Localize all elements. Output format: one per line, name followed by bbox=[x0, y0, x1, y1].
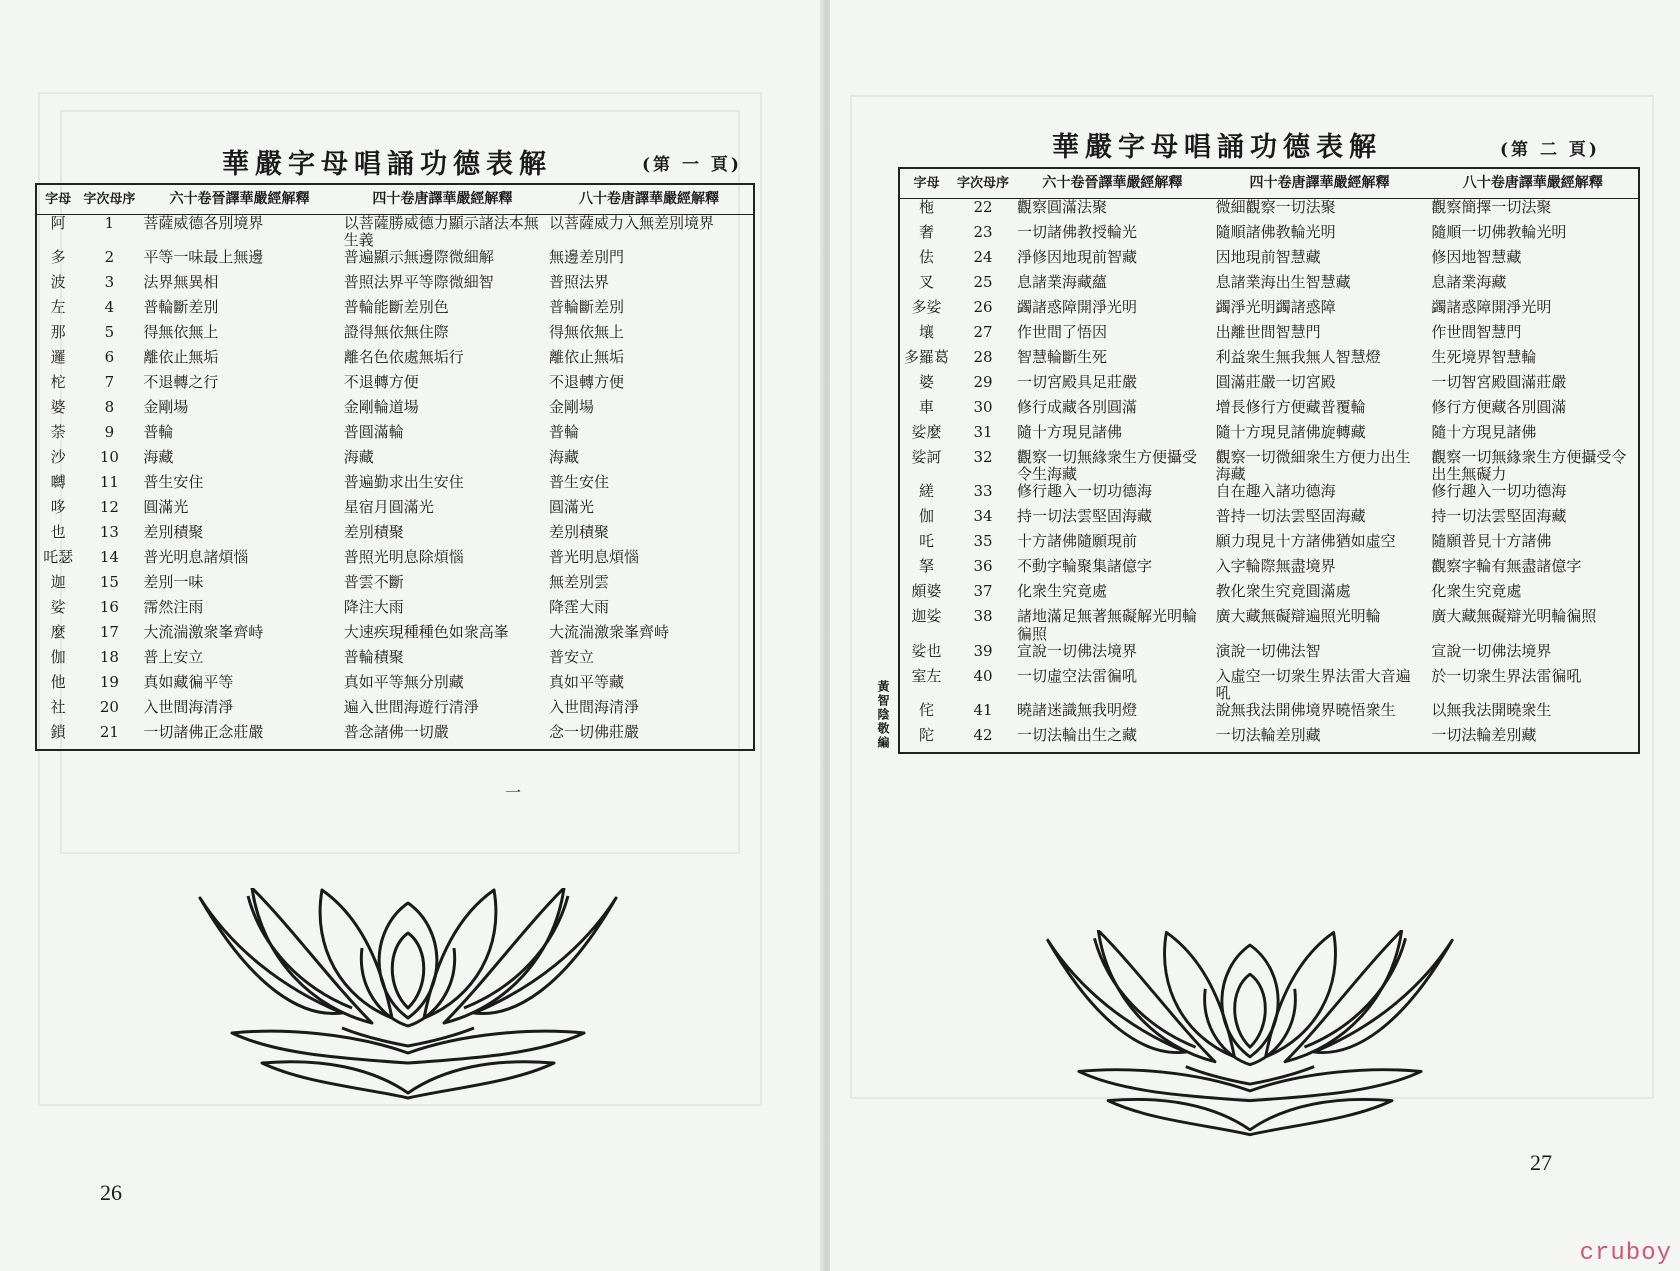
lotus-illustration bbox=[1040, 930, 1460, 1140]
header-col60: 六十卷晉譯華嚴經解釋 bbox=[139, 184, 339, 214]
cell-zimu: 鎖 bbox=[50, 724, 66, 742]
cell-col80: 普輪斷差別 bbox=[549, 299, 625, 317]
cell-col40: 微細觀察一切法聚 bbox=[1215, 198, 1336, 216]
cell-col60: 真如藏徧平等 bbox=[143, 674, 234, 692]
left-page bbox=[0, 0, 826, 1271]
header-col60: 六十卷晉譯華嚴經解釋 bbox=[1013, 168, 1212, 198]
cell-col60: 金剛場 bbox=[143, 399, 189, 417]
cell-col80: 廣大藏無礙辯光明輪徧照 bbox=[1431, 608, 1597, 626]
cell-col40: 不退轉方便 bbox=[343, 374, 419, 392]
cell-col40: 普雲不斷 bbox=[343, 574, 404, 592]
table-end-mark: 一 bbox=[505, 783, 522, 802]
cell-col80: 離依止無垢 bbox=[549, 349, 625, 367]
cell-order: 39 bbox=[973, 642, 993, 660]
cell-col80: 修行方便藏各別圓滿 bbox=[1431, 398, 1567, 416]
cell-col80: 入世間海清淨 bbox=[549, 699, 640, 717]
table-row bbox=[36, 524, 754, 549]
cell-col80: 觀察字輪有無盡諸億字 bbox=[1431, 558, 1582, 576]
cell-order: 31 bbox=[973, 423, 993, 441]
cell-col80: 海藏 bbox=[549, 449, 580, 467]
table-row bbox=[36, 349, 754, 374]
cell-order: 32 bbox=[973, 448, 993, 466]
cell-zimu: 也 bbox=[50, 524, 66, 542]
cell-col60: 霈然注雨 bbox=[143, 599, 204, 617]
cell-zimu: 奢 bbox=[919, 223, 935, 241]
cell-zimu: 陀 bbox=[919, 727, 935, 745]
cell-col60: 不退轉之行 bbox=[143, 374, 219, 392]
cell-order: 25 bbox=[973, 273, 993, 291]
cell-col80: 隨順一切佛教輪光明 bbox=[1431, 223, 1567, 241]
cell-order: 22 bbox=[973, 198, 993, 216]
table-header-row bbox=[899, 168, 1639, 198]
cell-zimu: 吒瑟 bbox=[43, 549, 74, 567]
table-row bbox=[36, 624, 754, 649]
table-row bbox=[36, 499, 754, 524]
cell-col40: 圓滿莊嚴一切宮殿 bbox=[1215, 373, 1336, 391]
cell-col60: 息諸業海藏蘊 bbox=[1017, 273, 1108, 291]
cell-col60: 一切虛空法雷徧吼 bbox=[1017, 667, 1138, 685]
cell-zimu: 叉 bbox=[919, 273, 935, 291]
cell-zimu: 娑也 bbox=[911, 642, 942, 660]
cell-zimu: 娑 bbox=[50, 599, 66, 617]
header-zimu: 字母 bbox=[36, 184, 79, 214]
cell-col40: 普念諸佛一切嚴 bbox=[343, 724, 449, 742]
compiler-credit: 黃智陰敬編 bbox=[876, 680, 890, 750]
cell-order: 8 bbox=[104, 399, 115, 417]
cell-col60: 普上安立 bbox=[143, 649, 204, 667]
cell-order: 41 bbox=[973, 702, 993, 720]
cell-col60: 一切諸佛正念莊嚴 bbox=[143, 724, 264, 742]
cell-col60: 修行趣入一切功德海 bbox=[1017, 483, 1153, 501]
cell-zimu: 邏 bbox=[50, 349, 66, 367]
cell-col60: 普輪斷差別 bbox=[143, 299, 219, 317]
cell-col40: 說無我法開佛境界曉悟衆生 bbox=[1215, 702, 1396, 720]
cell-col40: 普遍顯示無邊際微細解 bbox=[343, 249, 494, 267]
cell-zimu: 婆 bbox=[919, 373, 935, 391]
cell-zimu: 哆 bbox=[50, 499, 66, 517]
cell-zimu: 娑訶 bbox=[911, 448, 942, 466]
table-row bbox=[899, 399, 1639, 424]
table-row bbox=[899, 449, 1639, 484]
cell-order: 5 bbox=[104, 324, 115, 342]
cell-col40: 自在趣入諸功德海 bbox=[1215, 483, 1336, 501]
cell-col80: 修行趣入一切功德海 bbox=[1431, 483, 1567, 501]
cell-zimu: 壤 bbox=[919, 323, 935, 341]
cell-col40: 證得無依無住際 bbox=[343, 324, 449, 342]
cell-col80: 隨願普見十方諸佛 bbox=[1431, 533, 1552, 551]
cell-col40: 因地現前智慧藏 bbox=[1215, 248, 1321, 266]
cell-col40: 遍入世間海遊行清淨 bbox=[343, 699, 479, 717]
cell-col60: 諸地滿足無著無礙解光明輪徧照 bbox=[1017, 608, 1198, 643]
cell-zimu: 多 bbox=[50, 249, 66, 267]
cell-zimu: 荼 bbox=[50, 424, 66, 442]
cell-col80: 一切智宮殿圓滿莊嚴 bbox=[1431, 373, 1567, 391]
cell-col80: 得無依無上 bbox=[549, 324, 625, 342]
cell-col60: 海藏 bbox=[143, 449, 174, 467]
cell-order: 1 bbox=[104, 214, 115, 232]
header-col40: 四十卷唐譯華嚴經解釋 bbox=[1212, 168, 1428, 198]
cell-col60: 一切法輪出生之藏 bbox=[1017, 727, 1138, 745]
cell-zimu: 婆 bbox=[50, 399, 66, 417]
cell-zimu: 沙 bbox=[50, 449, 66, 467]
header-col40: 四十卷唐譯華嚴經解釋 bbox=[340, 184, 545, 214]
cell-col40: 隨順諸佛教輪光明 bbox=[1215, 223, 1336, 241]
cell-order: 18 bbox=[99, 649, 119, 667]
cell-order: 37 bbox=[973, 583, 993, 601]
cell-col60: 一切宮殿具足莊嚴 bbox=[1017, 373, 1138, 391]
table-row bbox=[36, 599, 754, 624]
cell-col60: 平等一味最上無邊 bbox=[143, 249, 264, 267]
table-row bbox=[899, 727, 1639, 753]
cell-col80: 蠲諸惑障開淨光明 bbox=[1431, 298, 1552, 316]
cell-zimu: 阿 bbox=[50, 214, 66, 232]
page-title: 華嚴字母唱誦功德表解 bbox=[222, 149, 552, 180]
cell-col80: 普光明息煩惱 bbox=[549, 549, 640, 567]
cell-col40: 普持一切法雲堅固海藏 bbox=[1215, 508, 1366, 526]
cell-zimu: 吒 bbox=[919, 533, 935, 551]
cell-order: 27 bbox=[973, 323, 993, 341]
glossary-table bbox=[35, 183, 755, 751]
cell-col60: 曉諸迷識無我明燈 bbox=[1017, 702, 1138, 720]
page-number: 27 bbox=[1530, 1150, 1552, 1175]
cell-col40: 海藏 bbox=[343, 449, 374, 467]
table-row bbox=[36, 699, 754, 724]
cell-col80: 無差別雲 bbox=[549, 574, 610, 592]
cell-col60: 一切諸佛教授輪光 bbox=[1017, 223, 1138, 241]
cell-order: 38 bbox=[973, 608, 993, 626]
cell-col40: 增長修行方便藏普覆輪 bbox=[1215, 398, 1366, 416]
cell-col60: 化衆生究竟處 bbox=[1017, 583, 1108, 601]
cell-order: 6 bbox=[104, 349, 115, 367]
cell-col60: 大流湍激衆峯齊峙 bbox=[143, 624, 264, 642]
table-row bbox=[899, 508, 1639, 533]
cell-order: 26 bbox=[973, 298, 993, 316]
table-row bbox=[36, 299, 754, 324]
cell-order: 28 bbox=[973, 348, 993, 366]
cell-col40: 入字輪際無盡境界 bbox=[1215, 558, 1336, 576]
cell-zimu: 柂 bbox=[919, 198, 935, 216]
cell-col60: 普輪 bbox=[143, 424, 174, 442]
table-row bbox=[899, 349, 1639, 374]
cell-col40: 降注大雨 bbox=[343, 599, 404, 617]
table-row bbox=[36, 449, 754, 474]
table-row bbox=[899, 558, 1639, 583]
cell-col40: 金剛輪道場 bbox=[343, 399, 419, 417]
cell-zimu: 那 bbox=[50, 324, 66, 342]
table-row bbox=[36, 424, 754, 449]
cell-zimu: 多羅葛 bbox=[904, 348, 950, 366]
cell-order: 15 bbox=[99, 574, 119, 592]
cell-zimu: 左 bbox=[50, 299, 66, 317]
cell-order: 2 bbox=[104, 249, 115, 267]
cell-col40: 出離世間智慧門 bbox=[1215, 323, 1321, 341]
table-row bbox=[899, 643, 1639, 668]
header-cixu: 字次母序 bbox=[953, 168, 1013, 198]
cell-zimu: 社 bbox=[50, 699, 66, 717]
cell-col40: 演說一切佛法智 bbox=[1215, 642, 1321, 660]
cell-zimu: 迦娑 bbox=[911, 608, 942, 626]
table-row bbox=[36, 399, 754, 424]
cell-col60: 蠲諸惑障開淨光明 bbox=[1017, 298, 1138, 316]
cell-order: 16 bbox=[99, 599, 119, 617]
table-row bbox=[899, 249, 1639, 274]
cell-order: 33 bbox=[973, 483, 993, 501]
cell-col80: 隨十方現見諸佛 bbox=[1431, 423, 1537, 441]
cell-col40: 普遍勤求出生安住 bbox=[343, 474, 464, 492]
cell-zimu: 麼 bbox=[50, 624, 66, 642]
page-mark: (第 一 頁) bbox=[642, 155, 742, 175]
cell-order: 11 bbox=[99, 474, 119, 492]
right-page bbox=[830, 0, 1680, 1271]
cell-col60: 離依止無垢 bbox=[143, 349, 219, 367]
table-row bbox=[899, 702, 1639, 727]
cell-col40: 大速疾現種種色如衆高峯 bbox=[343, 624, 509, 642]
cell-col40: 普輪能斷差別色 bbox=[343, 299, 449, 317]
cell-col80: 金剛場 bbox=[549, 399, 595, 417]
cell-zimu: 多娑 bbox=[911, 298, 942, 316]
cell-zimu: 他 bbox=[50, 674, 66, 692]
cell-col80: 普輪 bbox=[549, 424, 580, 442]
cell-order: 29 bbox=[973, 373, 993, 391]
cell-col80: 觀察簡擇一切法聚 bbox=[1431, 198, 1552, 216]
cell-col60: 圓滿光 bbox=[143, 499, 189, 517]
cell-col40: 息諸業海出生智慧藏 bbox=[1215, 273, 1351, 291]
cell-col60: 不動字輪聚集諸億字 bbox=[1017, 558, 1153, 576]
cell-col60: 法界無異相 bbox=[143, 274, 219, 292]
cell-col40: 普照法界平等際微細智 bbox=[343, 274, 494, 292]
cell-col40: 廣大藏無礙辯遍照光明輪 bbox=[1215, 608, 1381, 626]
cell-order: 9 bbox=[104, 424, 115, 442]
header-col80: 八十卷唐譯華嚴經解釋 bbox=[545, 184, 754, 214]
cell-col60: 十方諸佛隨願現前 bbox=[1017, 533, 1138, 551]
table-row bbox=[899, 374, 1639, 399]
cell-col80: 持一切法雲堅固海藏 bbox=[1431, 508, 1567, 526]
table-row bbox=[899, 198, 1639, 224]
cell-col40: 教化衆生究竟圓滿處 bbox=[1215, 583, 1351, 601]
cell-col40: 普照光明息除煩惱 bbox=[343, 549, 464, 567]
cell-col40: 真如平等無分別藏 bbox=[343, 674, 464, 692]
table-row bbox=[899, 274, 1639, 299]
table-row bbox=[899, 324, 1639, 349]
cell-order: 36 bbox=[973, 558, 993, 576]
table-header-row bbox=[36, 184, 754, 214]
page-title: 華嚴字母唱誦功德表解 bbox=[1052, 132, 1382, 163]
cell-col60: 持一切法雲堅固海藏 bbox=[1017, 508, 1153, 526]
watermark-text: cruboy bbox=[1579, 1240, 1672, 1267]
table-row bbox=[36, 474, 754, 499]
cell-zimu: 伽 bbox=[50, 649, 66, 667]
cell-col60: 普光明息諸煩惱 bbox=[143, 549, 249, 567]
table-row bbox=[36, 724, 754, 750]
cell-col60: 觀察圓滿法聚 bbox=[1017, 198, 1108, 216]
cell-zimu: 波 bbox=[50, 274, 66, 292]
cell-col60: 宣說一切佛法境界 bbox=[1017, 642, 1138, 660]
cell-col60: 入世間海清淨 bbox=[143, 699, 234, 717]
table-body bbox=[899, 198, 1639, 753]
cell-order: 4 bbox=[104, 299, 115, 317]
cell-zimu: 頗婆 bbox=[911, 583, 942, 601]
cell-col80: 降霔大雨 bbox=[549, 599, 610, 617]
cell-zimu: 佉 bbox=[919, 248, 935, 266]
cell-order: 10 bbox=[99, 449, 119, 467]
cell-zimu: 娑麼 bbox=[911, 423, 942, 441]
cell-col40: 差別積聚 bbox=[343, 524, 404, 542]
cell-col40: 蠲淨光明蠲諸惑障 bbox=[1215, 298, 1336, 316]
cell-order: 42 bbox=[973, 727, 993, 745]
cell-col40: 普輪積聚 bbox=[343, 649, 404, 667]
cell-col60: 淨修因地現前智藏 bbox=[1017, 248, 1138, 266]
lotus-illustration bbox=[192, 888, 624, 1103]
cell-col80: 生死境界智慧輪 bbox=[1431, 348, 1537, 366]
header-zimu: 字母 bbox=[899, 168, 953, 198]
table-row bbox=[36, 274, 754, 299]
cell-col40: 離名色依處無垢行 bbox=[343, 349, 464, 367]
cell-col40: 入虛空一切衆生界法雷大音遍吼 bbox=[1215, 667, 1411, 703]
cell-col60: 觀察一切無緣衆生方便攝受令生海藏 bbox=[1017, 448, 1198, 484]
cell-zimu: 柁 bbox=[50, 374, 66, 392]
cell-zimu: 車 bbox=[919, 398, 935, 416]
page-mark: (第 二 頁) bbox=[1500, 140, 1600, 160]
cell-zimu: 侘 bbox=[919, 702, 935, 720]
cell-col40: 一切法輪差別藏 bbox=[1215, 727, 1321, 745]
cell-col80: 不退轉方便 bbox=[549, 374, 625, 392]
cell-zimu: 縒 bbox=[919, 483, 935, 501]
cell-order: 30 bbox=[973, 398, 993, 416]
cell-order: 7 bbox=[104, 374, 115, 392]
table-row bbox=[36, 214, 754, 249]
cell-col80: 於一切衆生界法雷徧吼 bbox=[1431, 667, 1582, 685]
table-row bbox=[899, 483, 1639, 508]
cell-col80: 普生安住 bbox=[549, 474, 610, 492]
table-row bbox=[899, 608, 1639, 643]
cell-order: 21 bbox=[99, 724, 119, 742]
cell-col40: 以菩薩勝威德力顯示諸法本無生義 bbox=[343, 214, 539, 250]
cell-col40: 星宿月圓滿光 bbox=[343, 499, 434, 517]
cell-zimu: 嚩 bbox=[50, 474, 66, 492]
table-row bbox=[36, 324, 754, 349]
cell-col40: 普圓滿輪 bbox=[343, 424, 404, 442]
table-row bbox=[899, 224, 1639, 249]
table-row bbox=[36, 374, 754, 399]
cell-order: 17 bbox=[99, 624, 119, 642]
table-row bbox=[36, 549, 754, 574]
table-row bbox=[899, 533, 1639, 558]
cell-order: 23 bbox=[973, 223, 993, 241]
cell-zimu: 拏 bbox=[919, 558, 935, 576]
header-cixu: 字次母序 bbox=[79, 184, 139, 214]
cell-order: 20 bbox=[99, 699, 119, 717]
cell-col80: 化衆生究竟處 bbox=[1431, 583, 1522, 601]
cell-col80: 修因地智慧藏 bbox=[1431, 248, 1522, 266]
cell-zimu: 室左 bbox=[911, 667, 942, 685]
cell-col60: 得無依無上 bbox=[143, 324, 219, 342]
cell-col40: 利益衆生無我無人智慧燈 bbox=[1215, 348, 1381, 366]
cell-col80: 以無我法開曉衆生 bbox=[1431, 702, 1552, 720]
table-body bbox=[36, 214, 754, 750]
cell-col60: 普生安住 bbox=[143, 474, 204, 492]
page-number: 26 bbox=[100, 1180, 122, 1205]
cell-col80: 以菩薩威力入無差別境界 bbox=[549, 214, 715, 232]
cell-col80: 作世間智慧門 bbox=[1431, 323, 1522, 341]
cell-col60: 智慧輪斷生死 bbox=[1017, 348, 1108, 366]
cell-col80: 普照法界 bbox=[549, 274, 610, 292]
cell-col80: 一切法輪差別藏 bbox=[1431, 727, 1537, 745]
cell-order: 34 bbox=[973, 508, 993, 526]
cell-col80: 息諸業海藏 bbox=[1431, 273, 1507, 291]
cell-col60: 修行成藏各別圓滿 bbox=[1017, 398, 1138, 416]
table-row bbox=[899, 583, 1639, 608]
cell-col60: 作世間了悟因 bbox=[1017, 323, 1108, 341]
cell-order: 13 bbox=[99, 524, 119, 542]
table-row bbox=[36, 249, 754, 274]
cell-col80: 大流湍激衆峯齊峙 bbox=[549, 624, 670, 642]
table-row bbox=[899, 668, 1639, 703]
cell-col40: 願力現見十方諸佛猶如虛空 bbox=[1215, 533, 1396, 551]
table-row bbox=[899, 299, 1639, 324]
header-col80: 八十卷唐譯華嚴經解釋 bbox=[1427, 168, 1639, 198]
table-row bbox=[899, 424, 1639, 449]
cell-col80: 宣說一切佛法境界 bbox=[1431, 642, 1552, 660]
cell-order: 40 bbox=[973, 667, 993, 685]
cell-col80: 圓滿光 bbox=[549, 499, 595, 517]
table-row bbox=[36, 649, 754, 674]
cell-order: 3 bbox=[104, 274, 115, 292]
cell-col60: 差別積聚 bbox=[143, 524, 204, 542]
cell-order: 12 bbox=[99, 499, 119, 517]
cell-col80: 無邊差別門 bbox=[549, 249, 625, 267]
cell-col80: 普安立 bbox=[549, 649, 595, 667]
cell-order: 14 bbox=[99, 549, 119, 567]
cell-col40: 觀察一切微細衆生方便力出生海藏 bbox=[1215, 448, 1411, 484]
cell-col80: 真如平等藏 bbox=[549, 674, 625, 692]
cell-col60: 差別一味 bbox=[143, 574, 204, 592]
cell-order: 19 bbox=[99, 674, 119, 692]
cell-zimu: 伽 bbox=[919, 508, 935, 526]
cell-col60: 隨十方現見諸佛 bbox=[1017, 423, 1123, 441]
glossary-table bbox=[898, 167, 1640, 754]
cell-col60: 菩薩威德各別境界 bbox=[143, 214, 264, 232]
table-row bbox=[36, 574, 754, 599]
cell-order: 35 bbox=[973, 533, 993, 551]
cell-zimu: 迦 bbox=[50, 574, 66, 592]
cell-col80: 觀察一切無緣衆生方便攝受令出生無礙力 bbox=[1431, 448, 1627, 484]
cell-order: 24 bbox=[973, 248, 993, 266]
table-row bbox=[36, 674, 754, 699]
cell-col80: 差別積聚 bbox=[549, 524, 610, 542]
cell-col40: 隨十方現見諸佛旋轉藏 bbox=[1215, 423, 1366, 441]
cell-col80: 念一切佛莊嚴 bbox=[549, 724, 640, 742]
